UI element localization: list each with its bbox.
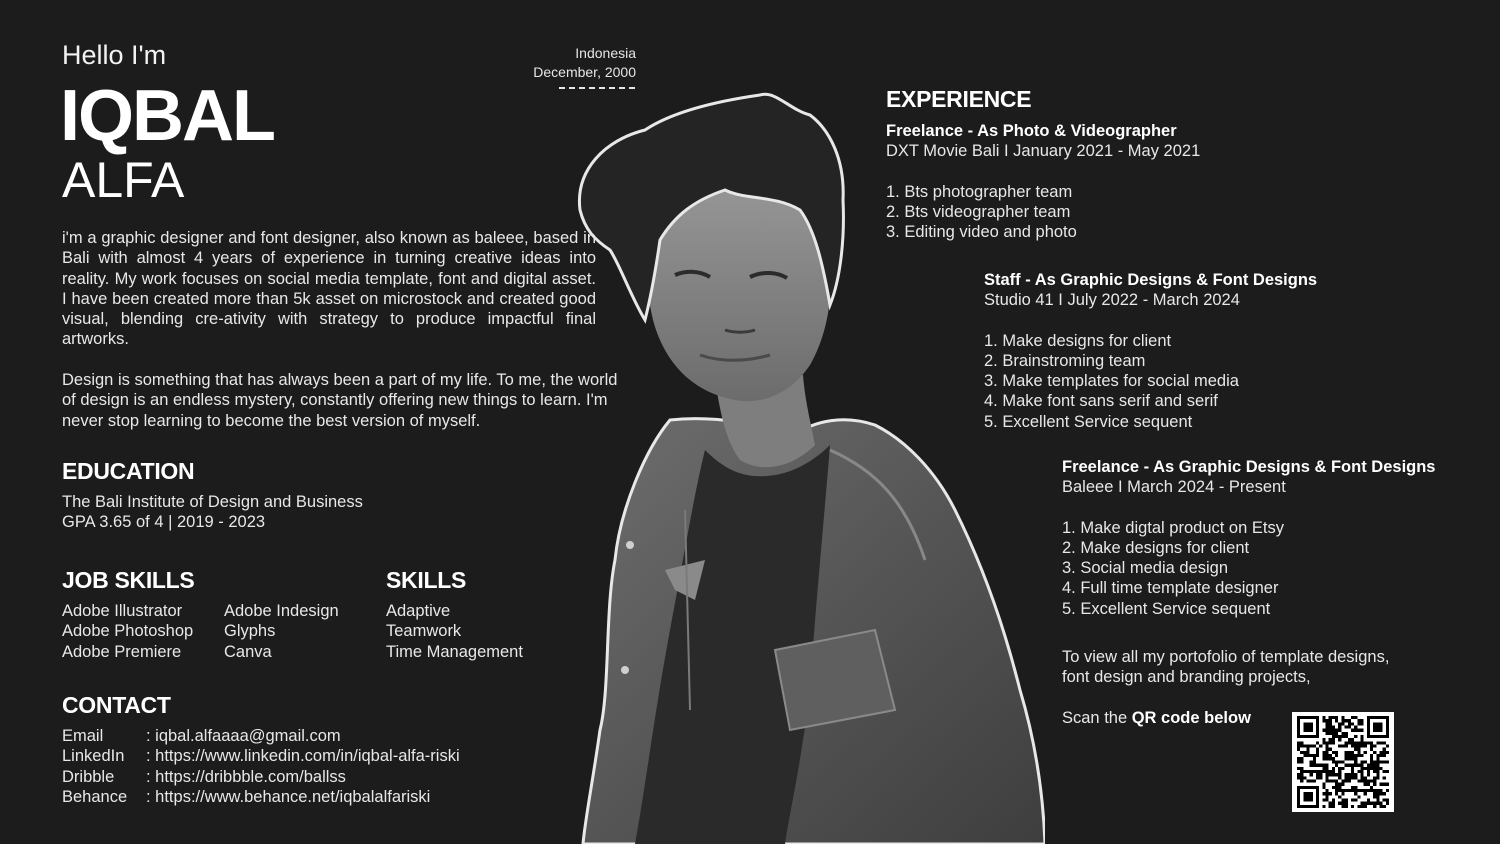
job-task: 3. Make templates for social media xyxy=(984,372,1239,391)
job-company: DXT Movie Bali I January 2021 - May 2021 xyxy=(886,142,1201,161)
job-task: 3. Editing video and photo xyxy=(886,223,1077,242)
contact-email-link[interactable]: : iqbal.alfaaaa@gmail.com xyxy=(146,727,341,745)
job-skills-column-2 xyxy=(224,601,339,662)
portfolio-note xyxy=(1062,647,1442,688)
job-role: Freelance - As Graphic Designs & Font Designs xyxy=(1062,458,1436,476)
job-company: Studio 41 I July 2022 - March 2024 xyxy=(984,291,1240,310)
job-task: 2. Bts videographer team xyxy=(886,202,1071,221)
skill-item: Teamwork xyxy=(386,622,462,641)
experience-heading: EXPERIENCE xyxy=(886,86,1032,112)
skills-list xyxy=(386,601,523,662)
birth-date: December, 2000 xyxy=(533,64,636,80)
job-task: 4. Make font sans serif and serif xyxy=(984,392,1218,411)
contact-label-behance: Behance xyxy=(62,787,128,806)
job-skill-item: Adobe Photoshop xyxy=(62,622,194,641)
job-role: Staff - As Graphic Designs & Font Designs xyxy=(984,271,1318,289)
job-company: Baleee I March 2024 - Present xyxy=(1062,478,1286,497)
spacer xyxy=(1062,498,1435,518)
job-task: 3. Social media design xyxy=(1062,559,1229,578)
education-details xyxy=(62,492,363,533)
job-task: 5. Excellent Service sequent xyxy=(1062,599,1271,618)
experience-entry-3 xyxy=(1062,457,1435,619)
job-skill-item: Adobe Premiere xyxy=(62,642,182,661)
spacer xyxy=(984,311,1317,331)
contact-heading: CONTACT xyxy=(62,692,171,718)
skill-item: Adaptive xyxy=(386,602,451,620)
contact-label-linkedin: LinkedIn xyxy=(62,747,125,766)
about-paragraph-2: Design is something that has always been a part of my life. To me, the world of design is an endless mystery, constantly offering new things to learn. I'm never stop learning to become the best version of myself. xyxy=(62,371,618,430)
birth-info xyxy=(533,44,636,82)
education-gpa: GPA 3.65 of 4 | 2019 - 2023 xyxy=(62,513,266,532)
job-task: 2. Brainstroming team xyxy=(984,351,1146,370)
qr-code[interactable] xyxy=(1292,712,1394,812)
greeting: Hello I'm xyxy=(62,40,167,70)
portfolio-line-2: font design and branding projects, xyxy=(1062,668,1311,687)
job-task: 1. Make designs for client xyxy=(984,331,1172,350)
contact-labels xyxy=(62,726,127,807)
about-paragraph-1: i'm a graphic designer and font designer, also known as baleee, based in Bali with almost 4 years of experience in turning creative ideas into reality. My work focuses on social media template, font and digital asset. I have been created more than 5k asset on microstock and created good visual, blending cre-ativity with strategy to produce impactful final artworks. xyxy=(62,229,596,349)
education-school: The Bali Institute of Design and Business xyxy=(62,493,363,511)
contact-values xyxy=(146,726,460,807)
job-task: 4. Full time template designer xyxy=(1062,579,1279,598)
spacer xyxy=(886,162,1200,182)
scan-instruction xyxy=(1062,708,1251,728)
contact-label-email: Email xyxy=(62,727,104,745)
contact-behance-link[interactable]: : https://www.behance.net/iqbalalfariski xyxy=(146,787,431,806)
job-skill-item: Canva xyxy=(224,642,272,661)
contact-label-dribbble: Dribble xyxy=(62,767,115,786)
qr-code-icon xyxy=(1296,716,1390,808)
education-heading: EDUCATION xyxy=(62,458,195,484)
last-name: ALFA xyxy=(62,152,185,208)
skill-item: Time Management xyxy=(386,642,523,661)
job-task: 1. Bts photographer team xyxy=(886,182,1073,201)
experience-entry-1 xyxy=(886,121,1200,242)
job-role: Freelance - As Photo & Videographer xyxy=(886,122,1177,140)
skills-heading: SKILLS xyxy=(386,567,466,593)
job-skills-heading: JOB SKILLS xyxy=(62,567,195,593)
job-skill-item: Glyphs xyxy=(224,622,276,641)
job-task: 1. Make digtal product on Etsy xyxy=(1062,518,1284,537)
contact-dribbble-link[interactable]: : https://dribbble.com/ballss xyxy=(146,767,346,786)
job-task: 2. Make designs for client xyxy=(1062,538,1250,557)
scan-prefix: Scan the xyxy=(1062,709,1132,727)
job-skills-column-1 xyxy=(62,601,193,662)
portfolio-line-1: To view all my portofolio of template designs, xyxy=(1062,648,1390,666)
origin: Indonesia xyxy=(575,45,636,61)
scan-bold: QR code below xyxy=(1131,709,1251,727)
dashed-divider xyxy=(559,87,635,89)
experience-entry-2 xyxy=(984,270,1317,432)
first-name: IQBAL xyxy=(60,76,274,156)
job-task: 5. Excellent Service sequent xyxy=(984,412,1193,431)
job-skill-item: Adobe Indesign xyxy=(224,602,339,620)
contact-linkedin-link[interactable]: : https://www.linkedin.com/in/iqbal-alfa-riski xyxy=(146,747,460,766)
job-skill-item: Adobe Illustrator xyxy=(62,602,183,620)
